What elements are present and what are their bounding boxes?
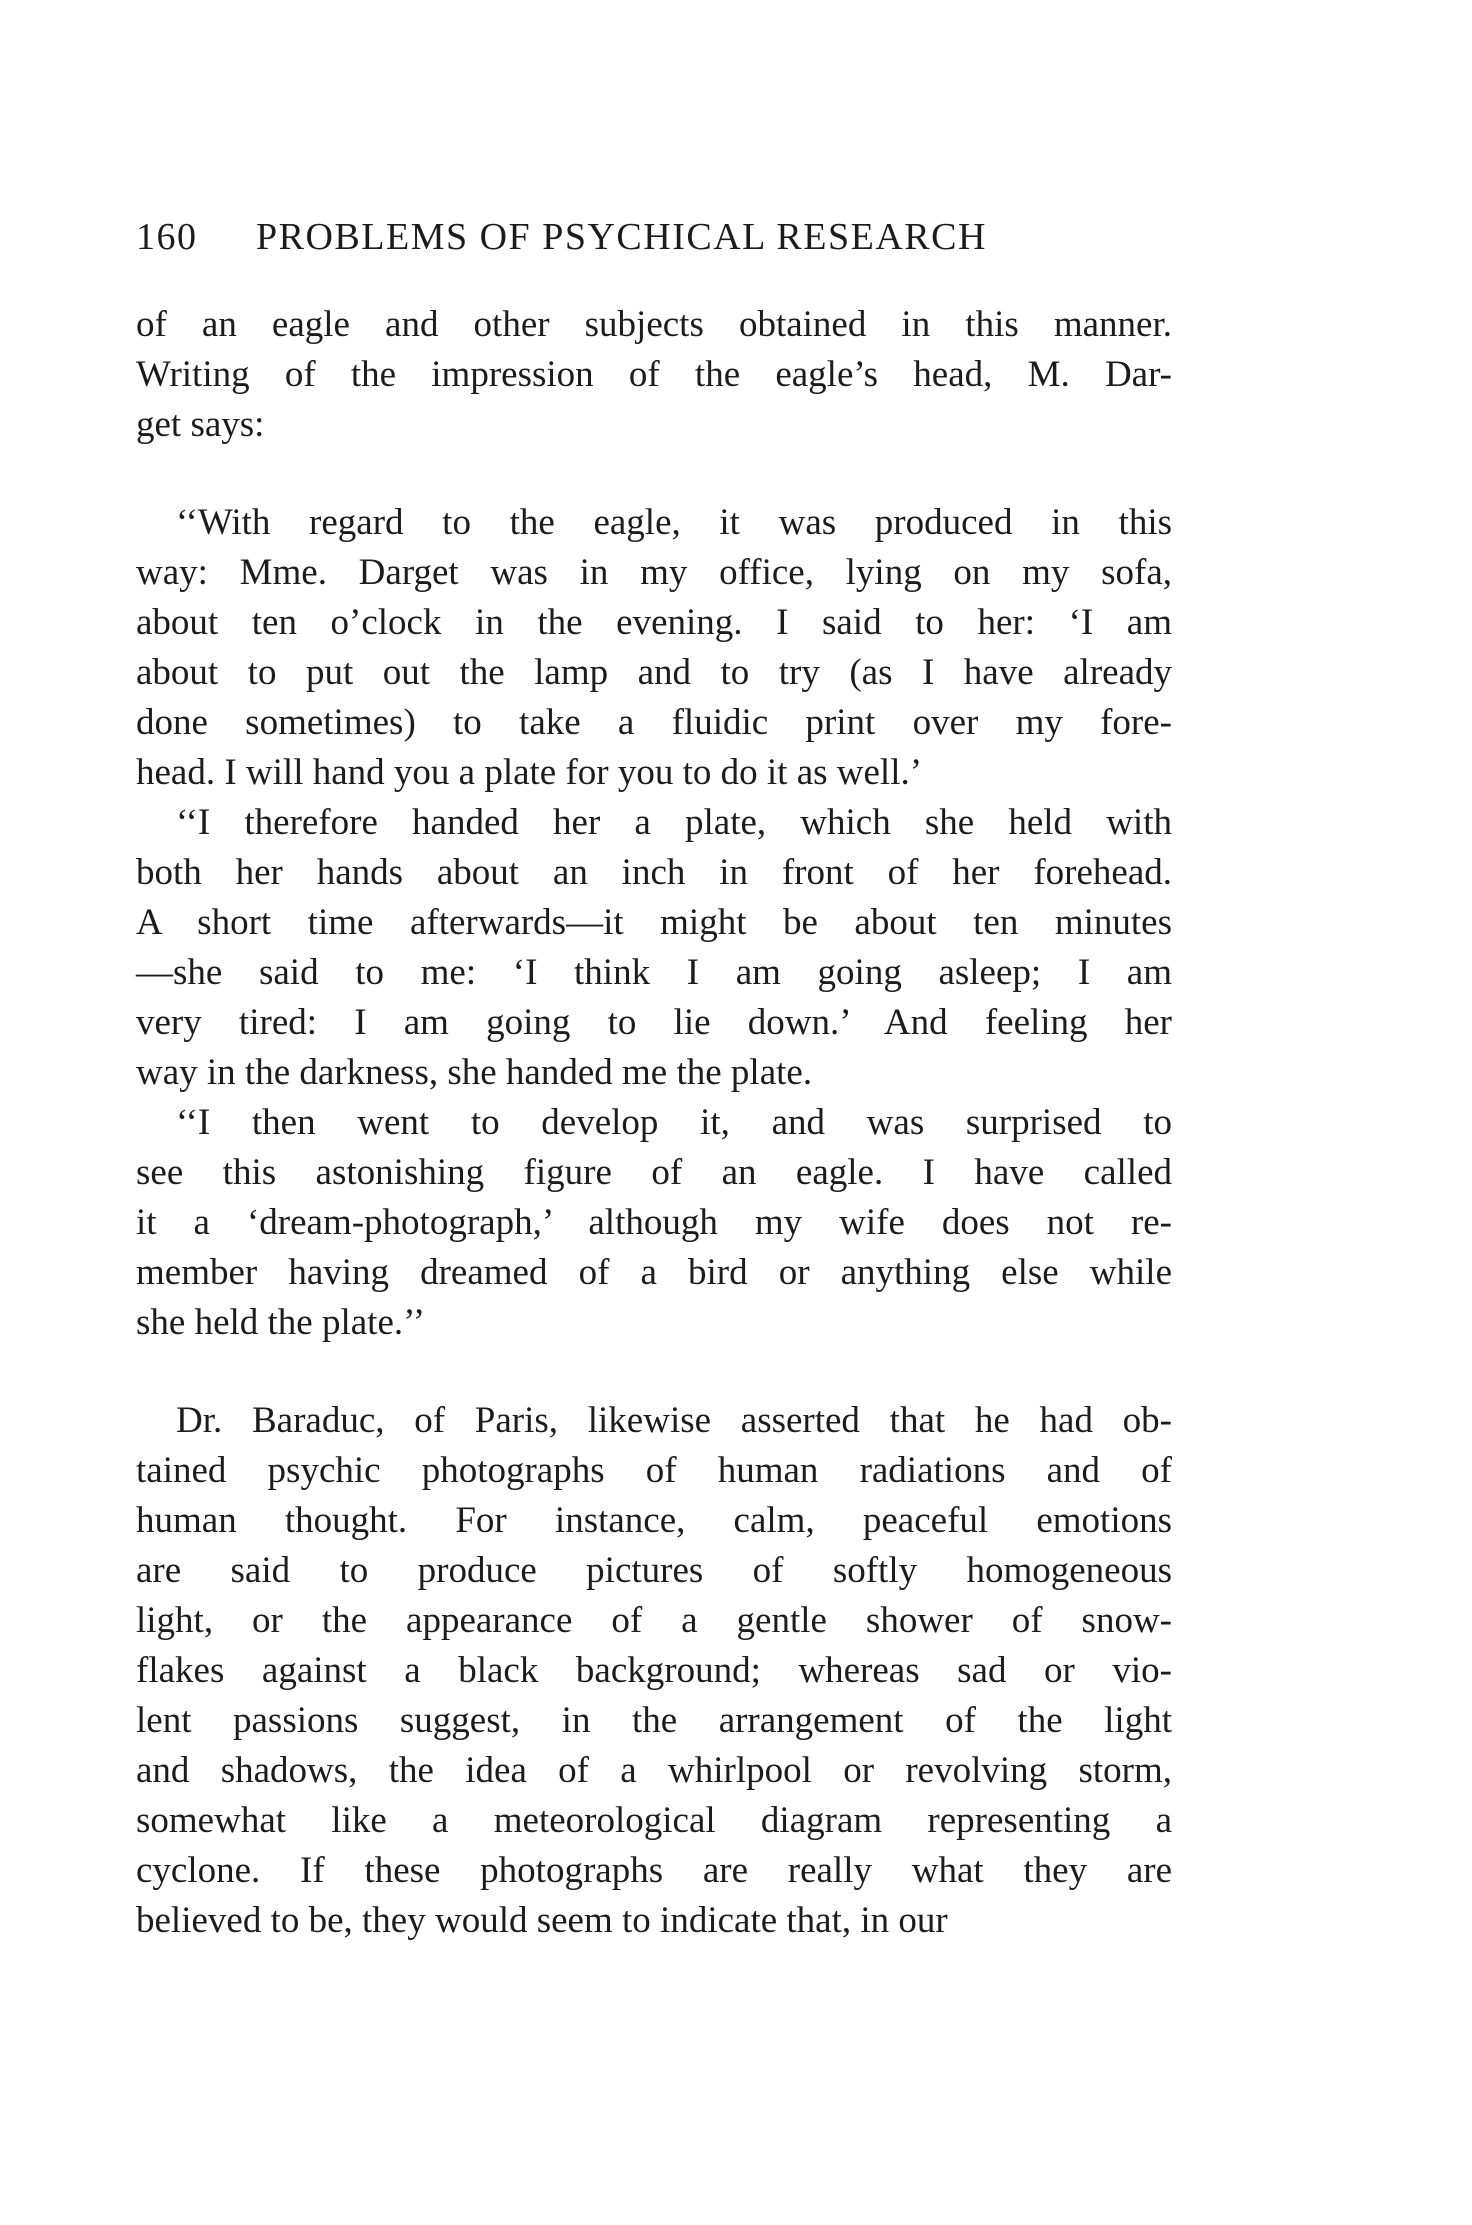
- text-line: head. I will hand you a plate for you to do it as well.’: [136, 752, 923, 793]
- text-line: of an eagle and other subjects obtained in this manner.: [136, 304, 1172, 345]
- paragraph: [136, 1098, 1172, 1348]
- body-text: [136, 300, 1172, 1946]
- text-line: about to put out the lamp and to try (as I have already: [136, 652, 1172, 693]
- text-line: light, or the appearance of a gentle shower of snow-: [136, 1600, 1172, 1641]
- running-title: PROBLEMS OF PSYCHICAL RESEARCH: [256, 216, 987, 258]
- text-line: about ten o’clock in the evening. I said to her: ‘I am: [136, 602, 1172, 643]
- text-line: it a ‘dream-photograph,’ although my wife does not re-: [136, 1202, 1172, 1243]
- text-line: somewhat like a meteorological diagram representing a: [136, 1800, 1172, 1841]
- text-line: she held the plate.’’: [136, 1302, 426, 1343]
- running-header: [136, 212, 1172, 262]
- text-line: see this astonishing figure of an eagle. I have called: [136, 1152, 1172, 1193]
- text-line: Dr. Baraduc, of Paris, likewise asserted that he had ob-: [176, 1400, 1172, 1441]
- paragraph-gap: [136, 1348, 1172, 1396]
- text-line: way in the darkness, she handed me the plate.: [136, 1052, 813, 1093]
- text-line: flakes against a black background; whereas sad or vio-: [136, 1650, 1172, 1691]
- paragraph: [136, 300, 1172, 450]
- text-line: ‘‘I then went to develop it, and was surprised to: [176, 1102, 1172, 1143]
- paragraph: [136, 798, 1172, 1098]
- text-line: believed to be, they would seem to indicate that, in our: [136, 1900, 948, 1941]
- page-number: 160: [136, 216, 198, 258]
- paragraph: [136, 1396, 1172, 1946]
- text-line: tained psychic photographs of human radiations and of: [136, 1450, 1172, 1491]
- text-line: member having dreamed of a bird or anything else while: [136, 1252, 1172, 1293]
- paragraph-gap: [136, 450, 1172, 498]
- text-line: both her hands about an inch in front of her forehead.: [136, 852, 1172, 893]
- text-line: and shadows, the idea of a whirlpool or revolving storm,: [136, 1750, 1172, 1791]
- text-line: human thought. For instance, calm, peaceful emotions: [136, 1500, 1172, 1541]
- text-line: cyclone. If these photographs are really what they are: [136, 1850, 1172, 1891]
- text-line: Writing of the impression of the eagle’s head, M. Dar-: [136, 354, 1172, 395]
- text-line: —she said to me: ‘I think I am going asleep; I am: [136, 952, 1172, 993]
- text-line: way: Mme. Darget was in my office, lying on my sofa,: [136, 552, 1172, 593]
- text-line: ‘‘I therefore handed her a plate, which she held with: [176, 802, 1172, 843]
- text-line: done sometimes) to take a fluidic print over my fore-: [136, 702, 1172, 743]
- text-line: ‘‘With regard to the eagle, it was produced in this: [176, 502, 1172, 543]
- text-line: A short time afterwards—it might be about ten minutes: [136, 902, 1172, 943]
- text-line: are said to produce pictures of softly homogeneous: [136, 1550, 1172, 1591]
- text-line: get says:: [136, 404, 265, 445]
- text-line: very tired: I am going to lie down.’ And feeling her: [136, 1002, 1172, 1043]
- text-line: lent passions suggest, in the arrangement of the light: [136, 1700, 1172, 1741]
- paragraph: [136, 498, 1172, 798]
